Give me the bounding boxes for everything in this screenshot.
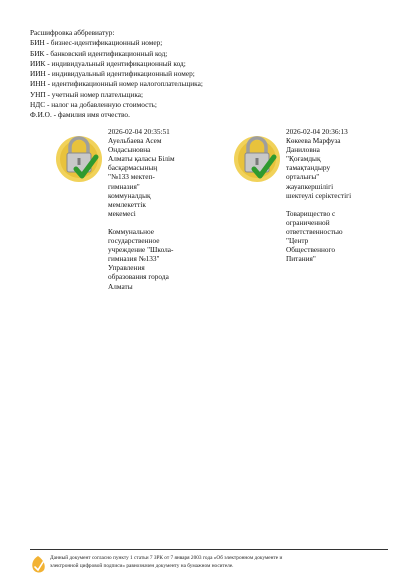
org-kz-line: мемлекеттік bbox=[108, 199, 146, 209]
abbreviations-block bbox=[30, 28, 203, 121]
signature-seal-icon bbox=[230, 129, 284, 189]
signature-text bbox=[286, 127, 382, 263]
footer-line-2: электронной цифровой подписи» равнозначен документу на бумажном носителе. bbox=[50, 562, 234, 569]
abbreviation-item: Ф.И.О. - фамилия имя отчество. bbox=[30, 110, 130, 120]
signature-text bbox=[108, 127, 204, 291]
signature-datetime: 2026-02-04 20:35:51 bbox=[108, 127, 170, 136]
footer bbox=[28, 549, 388, 575]
org-ru-line: Общественного bbox=[286, 245, 336, 255]
org-kz-line: шектеулі серіктестігі bbox=[286, 190, 352, 200]
signer-name-line: Ондасыновна bbox=[108, 145, 151, 155]
e-signature-logo-icon bbox=[30, 555, 46, 575]
spacer bbox=[108, 218, 204, 227]
org-ru-line: Алматы bbox=[108, 281, 133, 291]
signer-name-line: Көкеева Марфуза bbox=[286, 136, 341, 146]
org-kz-line: жауапкершілігі bbox=[286, 181, 334, 191]
org-kz-line: мекемесі bbox=[108, 208, 136, 218]
org-ru-line: ограниченной bbox=[286, 217, 330, 227]
org-ru-line: Управления bbox=[108, 263, 145, 273]
abbreviation-item: ИИН - индивидуальный идентификационный номер; bbox=[30, 69, 195, 79]
abbreviations-title: Расшифровка аббревиатур: bbox=[30, 28, 115, 37]
org-kz-line: "№133 мектеп- bbox=[108, 172, 155, 182]
org-ru-line: Товарищество с bbox=[286, 208, 336, 218]
abbreviation-item: БИК - банковский идентификационный код; bbox=[30, 48, 168, 58]
org-kz-line: басқармасының bbox=[108, 163, 158, 173]
org-kz-line: "Қоғамдық bbox=[286, 154, 321, 164]
footer-legal-text bbox=[50, 555, 390, 570]
signature-seal-icon bbox=[52, 129, 106, 189]
spacer bbox=[286, 200, 382, 209]
footer-divider bbox=[30, 549, 388, 550]
org-ru-line: учреждение "Школа- bbox=[108, 245, 174, 255]
abbreviation-item: ИИК - индивидуальный идентификационный код; bbox=[30, 58, 186, 68]
abbreviation-item: НДС - налог на добавленную стоимость; bbox=[30, 100, 157, 110]
org-ru-line: образования города bbox=[108, 272, 169, 282]
org-ru-line: "Центр bbox=[286, 236, 309, 246]
signer-name-line: Даниловна bbox=[286, 145, 320, 155]
org-kz-line: тамақтандыру bbox=[286, 163, 331, 173]
signature-block-1 bbox=[52, 127, 202, 327]
org-kz-line: орталығы" bbox=[286, 172, 320, 182]
org-ru-line: гимназия №133" bbox=[108, 254, 160, 264]
org-ru-line: Питания" bbox=[286, 254, 316, 264]
abbreviation-item: БИН - бизнес-идентификационный номер; bbox=[30, 38, 163, 48]
signature-datetime: 2026-02-04 20:36:13 bbox=[286, 127, 348, 136]
org-kz-line: Алматы қаласы Білім bbox=[108, 154, 175, 164]
footer-line-1: Данный документ согласно пункту 1 статьи 7 ЗРК от 7 января 2003 года «Об электронном документе и bbox=[50, 555, 283, 561]
signature-block-2 bbox=[230, 127, 380, 327]
signer-name-line: Ауельбаева Асем bbox=[108, 136, 162, 146]
org-ru-line: государственное bbox=[108, 236, 160, 246]
abbreviation-item: ИНН - идентификационный номер налогоплательщика; bbox=[30, 79, 203, 89]
abbreviation-item: УНП - учетный номер плательщика; bbox=[30, 89, 144, 99]
org-ru-line: ответственностью bbox=[286, 226, 343, 236]
org-kz-line: гимназия" bbox=[108, 181, 140, 191]
org-ru-line: Коммунальное bbox=[108, 226, 154, 236]
org-kz-line: коммуналдық bbox=[108, 190, 151, 200]
